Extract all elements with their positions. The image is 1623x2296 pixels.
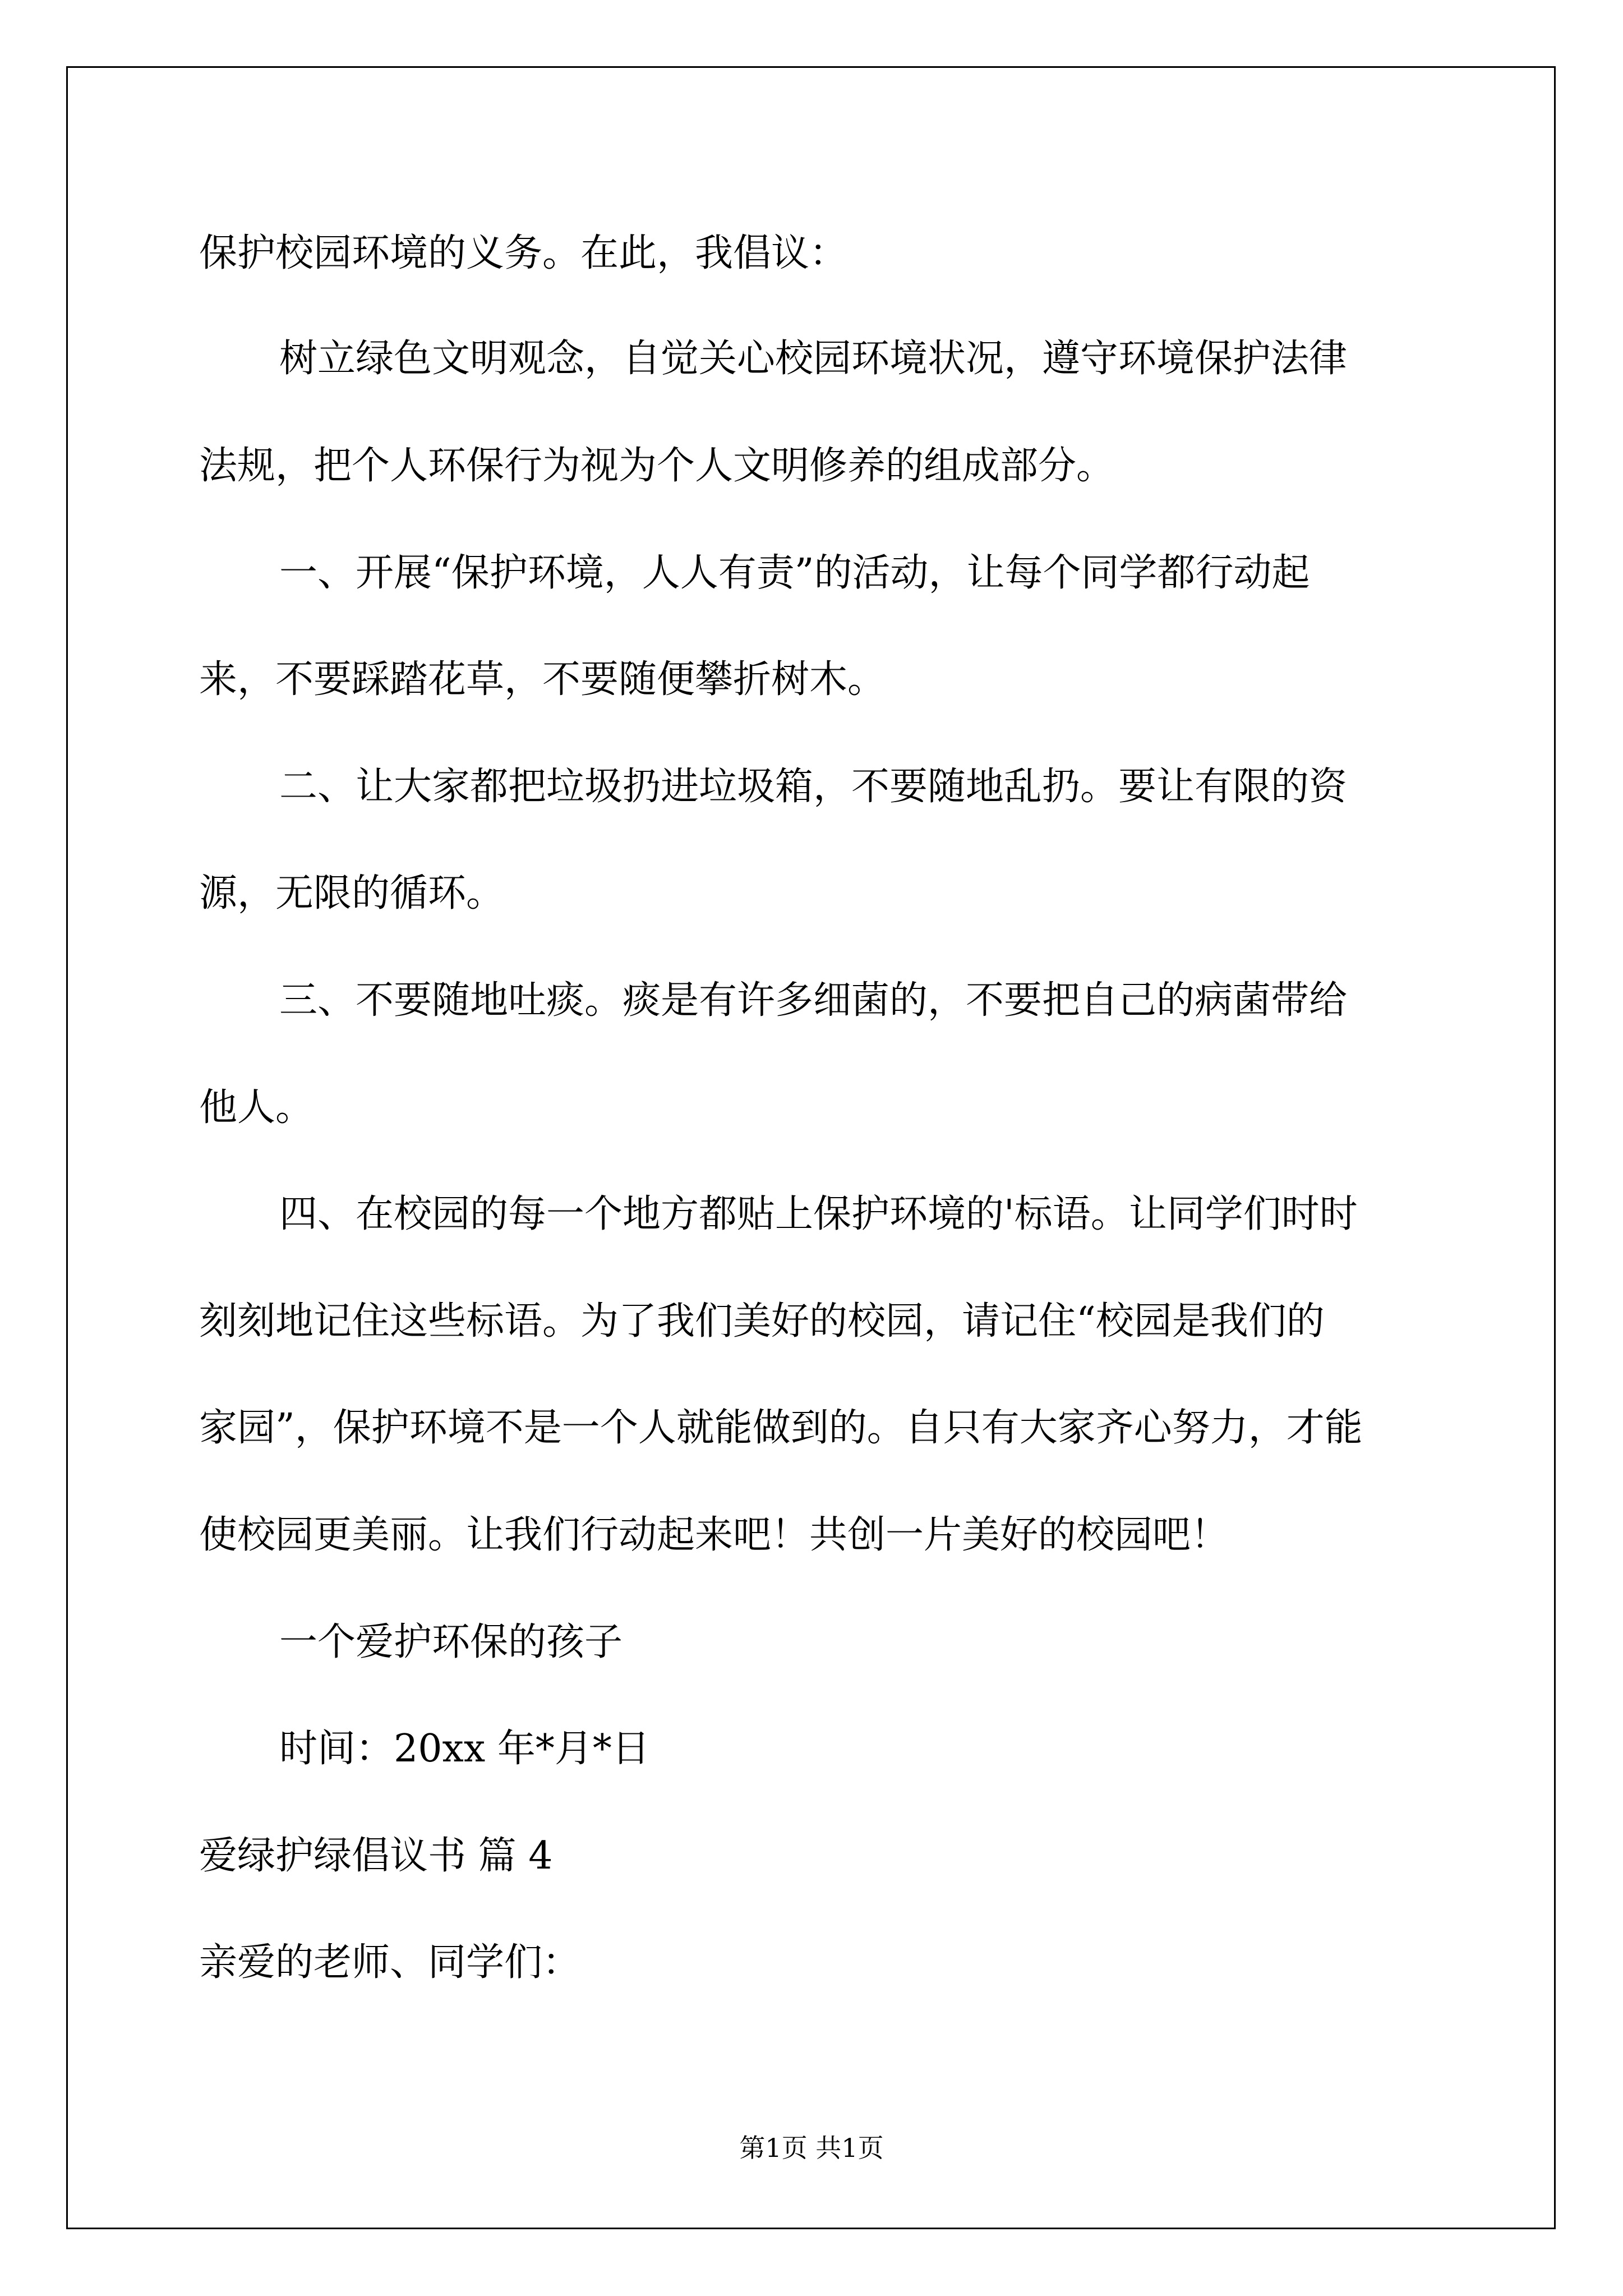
page-number-footer: 第1页 共1页 [739,2133,884,2163]
text-line-1: 保护校园环境的义务。在此，我倡议： [199,231,848,275]
signature-line: 一个爱护环保的孩子 [279,1620,623,1664]
section-heading: 爱绿护绿倡议书 篇 4 [199,1834,553,1878]
text-line-12: 家园”，保护环境不是一个人就能做到的。自只有大家齐心努力，才能 [199,1406,1363,1450]
page-border [66,66,1556,2229]
text-line-8: 三、不要随地吐痰。痰是有许多细菌的，不要把自己的病菌带给 [279,978,1348,1023]
text-line-6: 二、让大家都把垃圾扔进垃圾箱，不要随地乱扔。要让有限的资 [279,765,1348,809]
text-line-11: 刻刻地记住这些标语。为了我们美好的校园，请记住“校园是我们的 [199,1299,1325,1343]
text-line-3: 法规，把个人环保行为视为个人文明修养的组成部分。 [199,444,1115,488]
text-line-13: 使校园更美丽。让我们行动起来吧！共创一片美好的校园吧！ [199,1513,1229,1557]
text-line-5: 来，不要踩踏花草，不要随便攀折树木。 [199,657,886,702]
text-line-4: 一、开展“保护环境，人人有责”的活动，让每个同学都行动起 [279,551,1310,595]
text-line-7: 源，无限的循环。 [199,871,505,915]
salutation-line: 亲爱的老师、同学们： [199,1940,581,1985]
text-line-9: 他人。 [199,1085,314,1130]
text-line-2: 树立绿色文明观念，自觉关心校园环境状况，遵守环境保护法律 [279,337,1348,381]
text-line-10: 四、在校园的每一个地方都贴上保护环境的'标语。让同学们时时 [279,1192,1358,1236]
date-line: 时间：20xx 年*月*日 [279,1727,650,1771]
